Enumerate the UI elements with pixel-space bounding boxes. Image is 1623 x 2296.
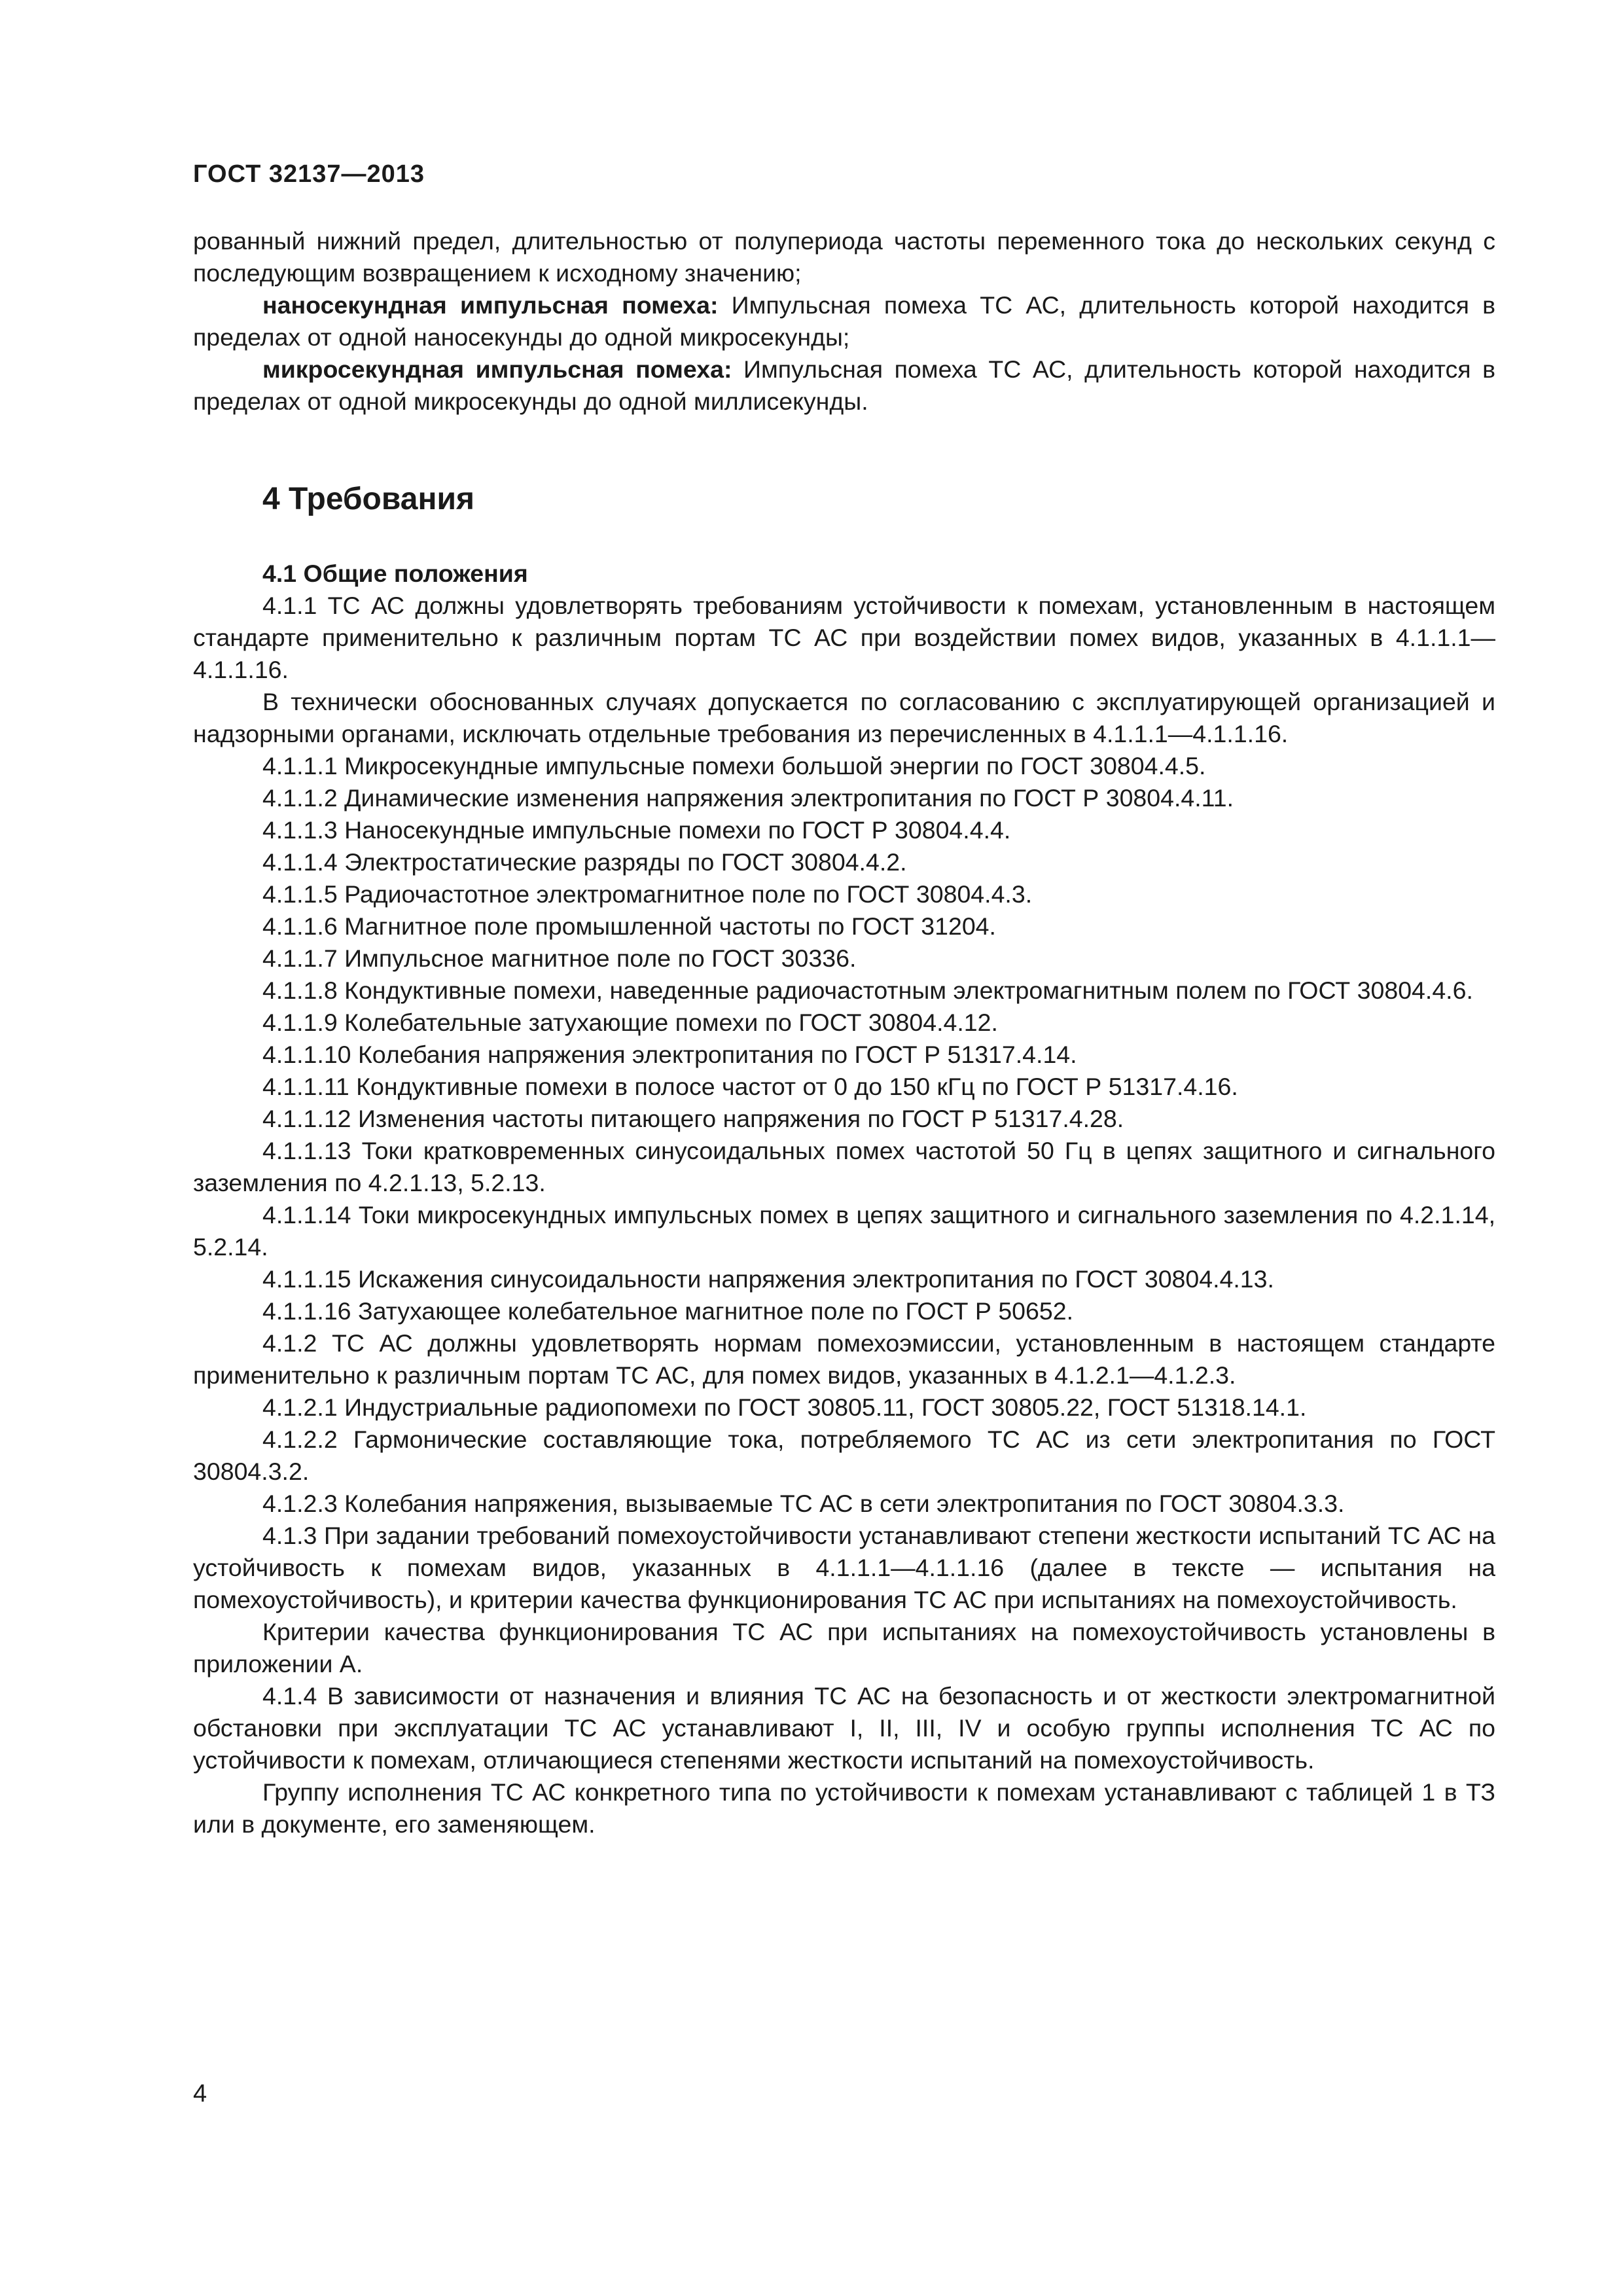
subsection-title: 4.1 Общие положения xyxy=(262,560,528,587)
paragraph: 4.1.3 При задании требований помехоустойчивости устанавливают степени жесткости испытаний ТС АС на устойчивость к помехам видов, указанных в 4.1.1.1—4.1.1.16 (далее в тексте — испытания на помехоустойчивость), и критерии качества функционирования ТС АС при испытаниях на помехоустойчивость. xyxy=(193,1522,1495,1613)
paragraph: 4.1.1.7 Импульсное магнитное поле по ГОСТ 30336. xyxy=(262,944,857,972)
definition-term: наносекундная импульсная помеха: xyxy=(262,291,719,319)
definition-text: Импульсная помеха ТС АС, длительность которой находится в пределах от одной наносекунды до одной микросекунды; xyxy=(193,291,1496,351)
paragraph: 4.1.1.6 Магнитное поле промышленной частоты по ГОСТ 31204. xyxy=(262,912,996,940)
paragraph: 4.1.2.1 Индустриальные радиопомехи по ГОСТ 30805.11, ГОСТ 30805.22, ГОСТ 51318.14.1. xyxy=(262,1393,1307,1421)
paragraph: 4.1.1 ТС АС должны удовлетворять требованиям устойчивости к помехам, установленным в настоящем стандарте применительно к различным портам ТС АС при воздействии помех видов, указанных в 4.1.1.1—4.1.1.16. xyxy=(193,592,1495,683)
paragraph: Группу исполнения ТС АС конкретного типа по устойчивости к помехам устанавливают с таблицей 1 в ТЗ или в документе, его заменяющем. xyxy=(193,1778,1495,1838)
definition-term: микросекундная импульсная помеха: xyxy=(262,355,732,383)
paragraph: 4.1.1.8 Кондуктивные помехи, наведенные радиочастотным электромагнитным полем по ГОСТ 30804.4.6. xyxy=(262,977,1473,1004)
definition-microsecond xyxy=(193,353,1495,418)
document-code: ГОСТ 32137—2013 xyxy=(193,160,425,188)
paragraph: Критерии качества функционирования ТС АС при испытаниях на помехоустойчивость установлены в приложении А. xyxy=(193,1618,1495,1677)
section-title: 4 Требования xyxy=(262,482,474,516)
paragraph: 4.1.1.9 Колебательные затухающие помехи по ГОСТ 30804.4.12. xyxy=(262,1009,998,1036)
paragraph: 4.1.1.13 Токи кратковременных синусоидальных помех частотой 50 Гц в цепях защитного и сигнального заземления по 4.2.1.13, 5.2.13. xyxy=(193,1137,1495,1196)
requirements-text xyxy=(193,558,1495,1840)
paragraph: 4.1.1.3 Наносекундные импульсные помехи по ГОСТ Р 30804.4.4. xyxy=(262,816,1011,844)
paragraph: 4.1.1.5 Радиочастотное электромагнитное поле по ГОСТ 30804.4.3. xyxy=(262,880,1033,908)
paragraph: 4.1.1.1 Микросекундные импульсные помехи большой энергии по ГОСТ 30804.4.5. xyxy=(262,752,1206,780)
paragraph: 4.1.1.14 Токи микросекундных импульсных помех в цепях защитного и сигнального заземления по 4.2.1.14, 5.2.14. xyxy=(193,1201,1495,1261)
paragraph: 4.1.2.3 Колебания напряжения, вызываемые ТС АС в сети электропитания по ГОСТ 30804.3.3. xyxy=(262,1490,1345,1517)
paragraph: 4.1.1.10 Колебания напряжения электропитания по ГОСТ Р 51317.4.14. xyxy=(262,1041,1077,1068)
intro-paragraph: рованный нижний предел, длительностью от полупериода частоты переменного тока до нескольких секунд с последующим возвращением к исходному значению; xyxy=(193,227,1495,287)
definition-text: Импульсная помеха ТС АС, длительность которой находится в пределах от одной микросекунды до одной миллисекунды. xyxy=(193,355,1495,415)
paragraph: 4.1.1.11 Кондуктивные помехи в полосе частот от 0 до 150 кГц по ГОСТ Р 51317.4.16. xyxy=(262,1073,1238,1100)
paragraph: 4.1.1.16 Затухающее колебательное магнитное поле по ГОСТ Р 50652. xyxy=(262,1297,1074,1325)
paragraph: 4.1.2.2 Гармонические составляющие тока, потребляемого ТС АС из сети электропитания по ГОСТ 30804.3.2. xyxy=(193,1426,1495,1485)
paragraph: 4.1.4 В зависимости от назначения и влияния ТС АС на безопасность и от жесткости электромагнитной обстановки при эксплуатации ТС АС устанавливают I, II, III, IV и особую группы исполнения ТС АС по устойчивости к помехам, отличающиеся степенями жесткости испытаний на помехоустойчивость. xyxy=(193,1682,1495,1774)
intro-text xyxy=(193,225,1495,418)
paragraph: 4.1.1.15 Искажения синусоидальности напряжения электропитания по ГОСТ 30804.4.13. xyxy=(262,1265,1274,1293)
paragraph: 4.1.1.12 Изменения частоты питающего напряжения по ГОСТ Р 51317.4.28. xyxy=(262,1105,1124,1132)
paragraph: 4.1.1.2 Динамические изменения напряжения электропитания по ГОСТ Р 30804.4.11. xyxy=(262,784,1234,812)
paragraph: 4.1.2 ТС АС должны удовлетворять нормам помехоэмиссии, установленным в настоящем стандарте применительно к различным портам ТС АС, для помех видов, указанных в 4.1.2.1—4.1.2.3. xyxy=(193,1329,1495,1389)
paragraph: 4.1.1.4 Электростатические разряды по ГОСТ 30804.4.2. xyxy=(262,848,907,876)
definition-nanosecond xyxy=(193,289,1495,353)
paragraph: В технически обоснованных случаях допускается по согласованию с эксплуатирующей организацией и надзорными органами, исключать отдельные требования из перечисленных в 4.1.1.1—4.1.1.16. xyxy=(193,688,1495,747)
page-number: 4 xyxy=(193,2080,207,2108)
